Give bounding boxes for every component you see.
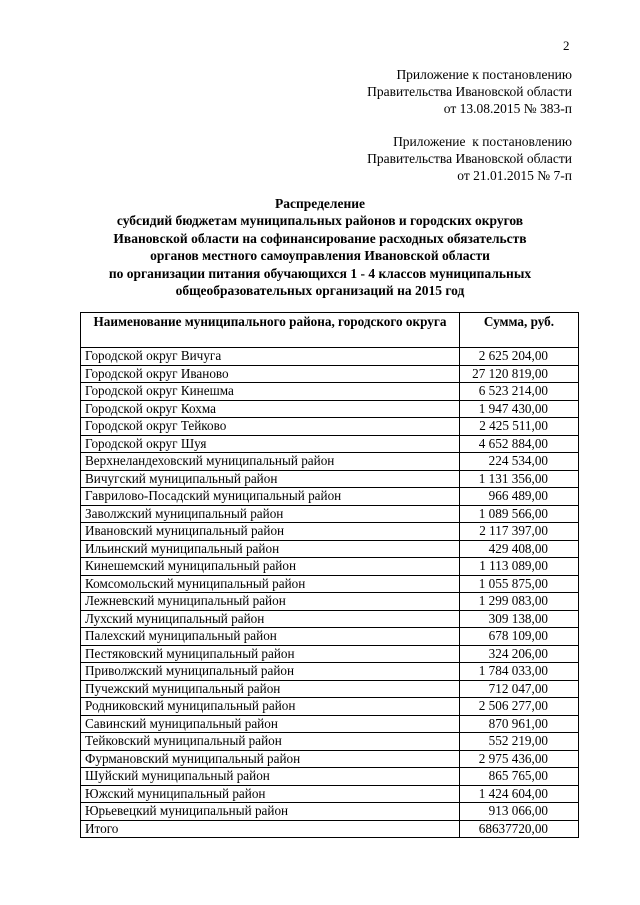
table-row xyxy=(81,348,579,366)
table-row xyxy=(81,575,579,593)
table-row xyxy=(81,698,579,716)
table-row xyxy=(81,750,579,768)
appendix-current-line-1: Приложение к постановлению xyxy=(396,67,572,82)
title-line: по организации питания обучающихся 1 - 4 классов муниципальных xyxy=(108,265,532,281)
row-sum-cell: 870 961,00 xyxy=(460,715,579,733)
table-row xyxy=(81,610,579,628)
table-row xyxy=(81,418,579,436)
row-sum-cell: 1 131 356,00 xyxy=(460,470,579,488)
header-name-cell: Наименование муниципального района, городского округа xyxy=(81,313,460,348)
table-row xyxy=(81,505,579,523)
row-name-cell: Ивановский муниципальный район xyxy=(81,523,460,541)
row-sum-cell: 1 089 566,00 xyxy=(460,505,579,523)
table-row xyxy=(81,645,579,663)
table-row xyxy=(81,680,579,698)
table-row xyxy=(81,365,579,383)
row-sum-cell: 429 408,00 xyxy=(460,540,579,558)
table-row xyxy=(81,540,579,558)
row-name-cell: Тейковский муниципальный район xyxy=(81,733,460,751)
row-sum-cell: 6 523 214,00 xyxy=(460,383,579,401)
appendix-current-line-2: Правительства Ивановской области xyxy=(367,84,572,99)
table-row xyxy=(81,488,579,506)
row-name-cell: Городской округ Шуя xyxy=(81,435,460,453)
appendix-original xyxy=(367,133,572,184)
row-name-cell: Лухский муниципальный район xyxy=(81,610,460,628)
row-sum-cell: 4 652 884,00 xyxy=(460,435,579,453)
row-sum-cell: 966 489,00 xyxy=(460,488,579,506)
title-line: общеобразовательных организаций на 2015 год xyxy=(175,283,465,299)
table-row xyxy=(81,715,579,733)
row-name-cell: Вичугский муниципальный район xyxy=(81,470,460,488)
table-row xyxy=(81,803,579,821)
row-name-cell: Заволжский муниципальный район xyxy=(81,505,460,523)
table-row xyxy=(81,558,579,576)
row-sum-cell: 27 120 819,00 xyxy=(460,365,579,383)
table-row xyxy=(81,453,579,471)
row-sum-cell: 2 975 436,00 xyxy=(460,750,579,768)
row-name-cell: Комсомольский муниципальный район xyxy=(81,575,460,593)
row-sum-cell: 1 055 875,00 xyxy=(460,575,579,593)
title-line: Ивановской области на софинансирование расходных обязательств xyxy=(113,230,527,246)
document-title xyxy=(40,195,600,299)
table-row xyxy=(81,768,579,786)
row-name-cell: Савинский муниципальный район xyxy=(81,715,460,733)
table-row xyxy=(81,470,579,488)
row-name-cell: Шуйский муниципальный район xyxy=(81,768,460,786)
table-row xyxy=(81,785,579,803)
row-sum-cell: 865 765,00 xyxy=(460,768,579,786)
row-sum-cell: 552 219,00 xyxy=(460,733,579,751)
title-line: Распределение xyxy=(274,196,366,211)
header-sum-cell: Сумма, руб. xyxy=(460,313,579,348)
appendix-original-line-2: Правительства Ивановской области xyxy=(367,151,572,166)
row-name-cell: Ильинский муниципальный район xyxy=(81,540,460,558)
table-header-row xyxy=(81,313,579,348)
table-row xyxy=(81,435,579,453)
row-sum-cell: 1 424 604,00 xyxy=(460,785,579,803)
appendix-original-line-1: Приложение к постановлению xyxy=(393,134,572,149)
row-sum-cell: 2 117 397,00 xyxy=(460,523,579,541)
row-sum-cell: 1 784 033,00 xyxy=(460,663,579,681)
table-row xyxy=(81,400,579,418)
row-sum-cell: 224 534,00 xyxy=(460,453,579,471)
row-sum-cell: 309 138,00 xyxy=(460,610,579,628)
table-row xyxy=(81,523,579,541)
row-sum-cell: 324 206,00 xyxy=(460,645,579,663)
row-name-cell: Верхнеландеховский муниципальный район xyxy=(81,453,460,471)
row-name-cell: Городской округ Кинешма xyxy=(81,383,460,401)
row-name-cell: Палехский муниципальный район xyxy=(81,628,460,646)
row-name-cell: Родниковский муниципальный район xyxy=(81,698,460,716)
table-body xyxy=(81,348,579,838)
row-name-cell: Гаврилово-Посадский муниципальный район xyxy=(81,488,460,506)
row-name-cell: Пучежский муниципальный район xyxy=(81,680,460,698)
row-sum-cell: 2 625 204,00 xyxy=(460,348,579,366)
row-name-cell: Городской округ Иваново xyxy=(81,365,460,383)
row-sum-cell: 712 047,00 xyxy=(460,680,579,698)
table-row xyxy=(81,820,579,838)
row-name-cell: Приволжский муниципальный район xyxy=(81,663,460,681)
row-sum-cell: 2 425 511,00 xyxy=(460,418,579,436)
page-number: 2 xyxy=(563,38,570,53)
table-row xyxy=(81,383,579,401)
row-name-cell: Лежневский муниципальный район xyxy=(81,593,460,611)
row-name-cell: Городской округ Кохма xyxy=(81,400,460,418)
row-sum-cell: 1 299 083,00 xyxy=(460,593,579,611)
title-line: субсидий бюджетам муниципальных районов и городских округов xyxy=(116,213,524,229)
table-row xyxy=(81,663,579,681)
row-sum-cell: 1 113 089,00 xyxy=(460,558,579,576)
row-sum-cell: 2 506 277,00 xyxy=(460,698,579,716)
row-name-cell: Южский муниципальный район xyxy=(81,785,460,803)
row-sum-cell: 913 066,00 xyxy=(460,803,579,821)
appendix-original-line-3: от 21.01.2015 № 7-п xyxy=(457,168,572,183)
row-sum-cell: 678 109,00 xyxy=(460,628,579,646)
row-sum-cell: 1 947 430,00 xyxy=(460,400,579,418)
row-name-cell: Итого xyxy=(81,820,460,838)
row-name-cell: Юрьевецкий муниципальный район xyxy=(81,803,460,821)
row-sum-cell: 68637720,00 xyxy=(460,820,579,838)
row-name-cell: Городской округ Вичуга xyxy=(81,348,460,366)
subsidy-distribution-table xyxy=(80,312,579,838)
row-name-cell: Городской округ Тейково xyxy=(81,418,460,436)
appendix-current xyxy=(367,66,572,117)
title-line: органов местного самоуправления Ивановской области xyxy=(150,248,490,264)
row-name-cell: Фурмановский муниципальный район xyxy=(81,750,460,768)
appendix-current-line-3: от 13.08.2015 № 383-п xyxy=(443,101,572,116)
table-row xyxy=(81,733,579,751)
row-name-cell: Кинешемский муниципальный район xyxy=(81,558,460,576)
row-name-cell: Пестяковский муниципальный район xyxy=(81,645,460,663)
table-row xyxy=(81,628,579,646)
table-row xyxy=(81,593,579,611)
